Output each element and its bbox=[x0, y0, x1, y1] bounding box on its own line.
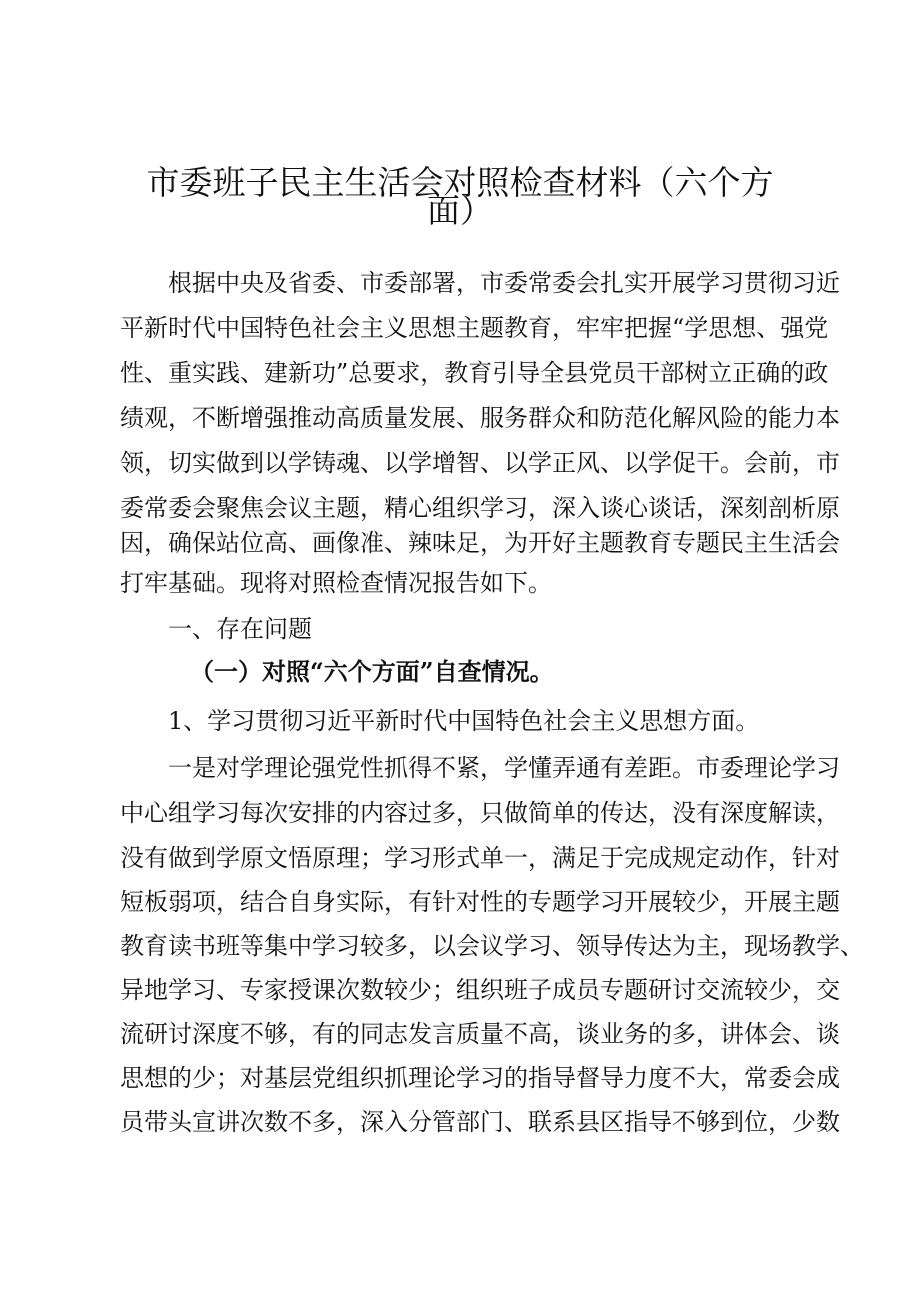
intro-line-1: 根据中央及省委、市委部署，市委常委会扎实开展学习贯彻习近 bbox=[168, 269, 840, 297]
body-line-5: 教育读书班等集中学习较多，以会议学习、领导传达为主，现场教学、 bbox=[120, 932, 864, 960]
item-heading: 1、学习贯彻习近平新时代中国特色社会主义思想方面。 bbox=[168, 707, 760, 735]
document-title-line-1: 市委班子民主生活会对照检查材料（六个方 bbox=[146, 163, 774, 202]
intro-line-6: 委常委会聚焦会议主题，精心组织学习，深入谈心谈话，深刻剖析原 bbox=[120, 494, 840, 522]
intro-line-2: 平新时代中国特色社会主义思想主题教育，牢牢把握“学思想、强党 bbox=[120, 314, 829, 342]
body-line-3: 没有做到学原文悟原理；学习形式单一，满足于完成规定动作，针对 bbox=[120, 844, 840, 872]
body-line-6: 异地学习、专家授课次数较少；组织班子成员专题研讨交流较少，交 bbox=[120, 976, 840, 1004]
body-line-9: 员带头宣讲次数不多，深入分管部门、联系县区指导不够到位，少数 bbox=[120, 1108, 840, 1136]
body-line-7: 流研讨深度不够，有的同志发言质量不高，谈业务的多，讲体会、谈 bbox=[120, 1020, 840, 1048]
body-line-8: 思想的少；对基层党组织抓理论学习的指导督导力度不大，常委会成 bbox=[120, 1064, 840, 1092]
body-line-2: 中心组学习每次安排的内容过多，只做简单的传达，没有深度解读， bbox=[120, 799, 840, 827]
section-heading: 一、存在问题 bbox=[168, 615, 312, 643]
subsection-heading: （一）对照“六个方面”自查情况。 bbox=[190, 657, 554, 686]
intro-line-5: 领，切实做到以学铸魂、以学增智、以学正风、以学促干。会前，市 bbox=[120, 449, 840, 477]
body-line-4: 短板弱项，结合自身实际，有针对性的专题学习开展较少，开展主题 bbox=[120, 888, 840, 916]
body-line-1: 一是对学理论强党性抓得不紧，学懂弄通有差距。市委理论学习 bbox=[168, 754, 840, 782]
document-title-line-2: 面） bbox=[427, 191, 493, 230]
intro-line-3: 性、重实践、建新功”总要求，教育引导全县党员干部树立正确的政 bbox=[120, 359, 829, 387]
intro-line-8: 打牢基础。现将对照检查情况报告如下。 bbox=[120, 569, 552, 597]
intro-line-7: 因，确保站位高、画像准、辣味足，为开好主题教育专题民主生活会 bbox=[120, 529, 840, 557]
intro-line-4: 绩观，不断增强推动高质量发展、服务群众和防范化解风险的能力本 bbox=[120, 404, 840, 432]
